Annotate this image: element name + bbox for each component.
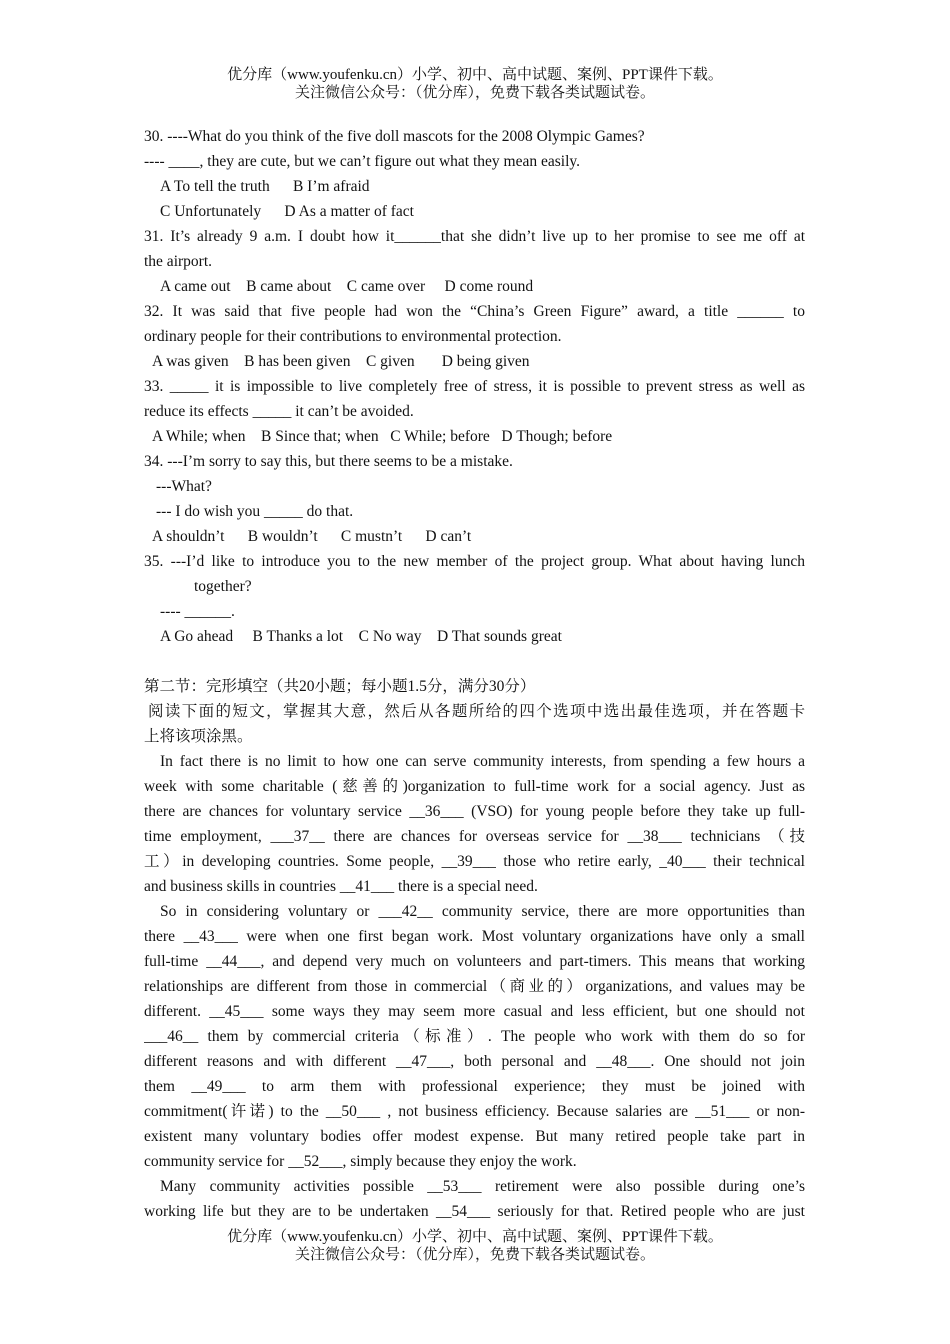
question-34: [144, 449, 805, 549]
question-32: [144, 299, 805, 374]
question-stem: 30. ----What do you think of the five doll mascots for the 2008 Olympic Games?: [144, 128, 645, 145]
header-line-2: 关注微信公众号：（优分库），免费下载各类试题试卷。: [294, 85, 655, 101]
question-reply: ---- ____, they are cute, but we can’t figure out what they mean easily.: [144, 153, 580, 170]
footer-line-2: 关注微信公众号：（优分库），免费下载各类试题试卷。: [294, 1247, 655, 1263]
answer-options: A shouldn’t B wouldn’t C mustn’t D can’t: [152, 528, 472, 545]
question-stem: 34. ---I’m sorry to say this, but there seems to be a mistake.: [144, 453, 513, 470]
question-30: [144, 124, 805, 224]
spacer: [144, 649, 805, 674]
question-stem-cont: ordinary people for their contributions to environmental protection.: [144, 328, 562, 345]
question-reply: ---What?: [156, 478, 212, 495]
question-stem: 35. ---I’d like to introduce you to the new member of the project group. What about having lunch: [144, 553, 805, 570]
header-line-1: 优分库（www.youfenku.cn）小学、初中、高中试题、案例、PPT课件下载。: [227, 67, 723, 83]
answer-options: A was given B has been given C given D being given: [152, 353, 530, 370]
footer-line-1: 优分库（www.youfenku.cn）小学、初中、高中试题、案例、PPT课件下载。: [227, 1229, 723, 1245]
question-35: [144, 549, 805, 649]
question-stem-cont: the airport.: [144, 253, 213, 270]
question-stem-cont: reduce its effects _____ it can’t be avoided.: [144, 403, 414, 420]
question-stem-cont: together?: [194, 578, 252, 595]
question-stem: 31. It’s already 9 a.m. I doubt how it______that she didn’t live up to her promise to see me off at: [144, 228, 805, 245]
answer-options: A To tell the truth B I’m afraid: [160, 178, 370, 195]
section-instructions: 阅读下面的短文，掌握其大意，然后从各题所给的四个选项中选出最佳选项，并在答题卡: [148, 703, 805, 720]
answer-options: A Go ahead B Thanks a lot C No way D That sounds great: [160, 628, 562, 645]
question-stem: 33. _____ it is impossible to live completely free of stress, it is possible to prevent stress as well as: [144, 378, 805, 395]
section-title: 第二节：完形填空（共20小题；每小题1.5分，满分30分）: [144, 678, 536, 695]
question-stem: 32. It was said that five people had won the “China’s Green Figure” award, a title ______ to: [144, 303, 805, 320]
question-31: [144, 224, 805, 299]
footer-banner: [0, 1228, 950, 1264]
answer-options: A While; when B Since that; when C While; before D Though; before: [152, 428, 613, 445]
section-instructions-cont: 上将该项涂黑。: [144, 728, 253, 745]
question-reply: --- I do wish you _____ do that.: [156, 503, 354, 520]
document-body: [144, 124, 805, 1224]
passage-paragraph-1: In fact there is no limit to how one can serve community interests, from spending a few hours a week with some charitable (慈善的)organization to full-time work for a social agency. Just as there are chances for voluntary service __36___ (VSO) for young people before they take up full- time employment, ___37__ there are chances for overseas service for __38___ technicians （技 工）in developing countries. Some people, __39___ those who retire early, _40___ their technical and business skills in countries __41___ there is a special need.: [144, 753, 805, 895]
answer-options: C Unfortunately D As a matter of fact: [160, 203, 414, 220]
question-33: [144, 374, 805, 449]
question-reply: ---- ______.: [160, 603, 235, 620]
header-banner: [0, 66, 950, 102]
passage-paragraph-3: Many community activities possible __53___ retirement were also possible during one’s working life but they are to be undertaken __54___ seriously for that. Retired people who are just: [144, 1178, 805, 1220]
passage-paragraph-2: So in considering voluntary or ___42__ community service, there are more opportunities than there __43___ were when one first began work. Most voluntary organizations have only a small full-time __44___, and depend very much on volunteers and part-timers. This means that working relationships are different from those in commercial（商业的）organizations, and values may be different. __45___ some ways they may seem more casual and less efficient, but one should not ___46__ them by commercial criteria（标准）. The people who work with them do so for different reasons and with different __47___, both personal and __48___. One should not join them __49___ to arm them with professional experience; they must be joined with commitment(许诺) to the __50___ , not business efficiency. Because salaries are __51___ or non- existent many voluntary bodies offer modest expense. But many retired people take part in community service for __52___, simply because they enjoy the work.: [144, 903, 805, 1170]
answer-options: A came out B came about C came over D come round: [160, 278, 534, 295]
